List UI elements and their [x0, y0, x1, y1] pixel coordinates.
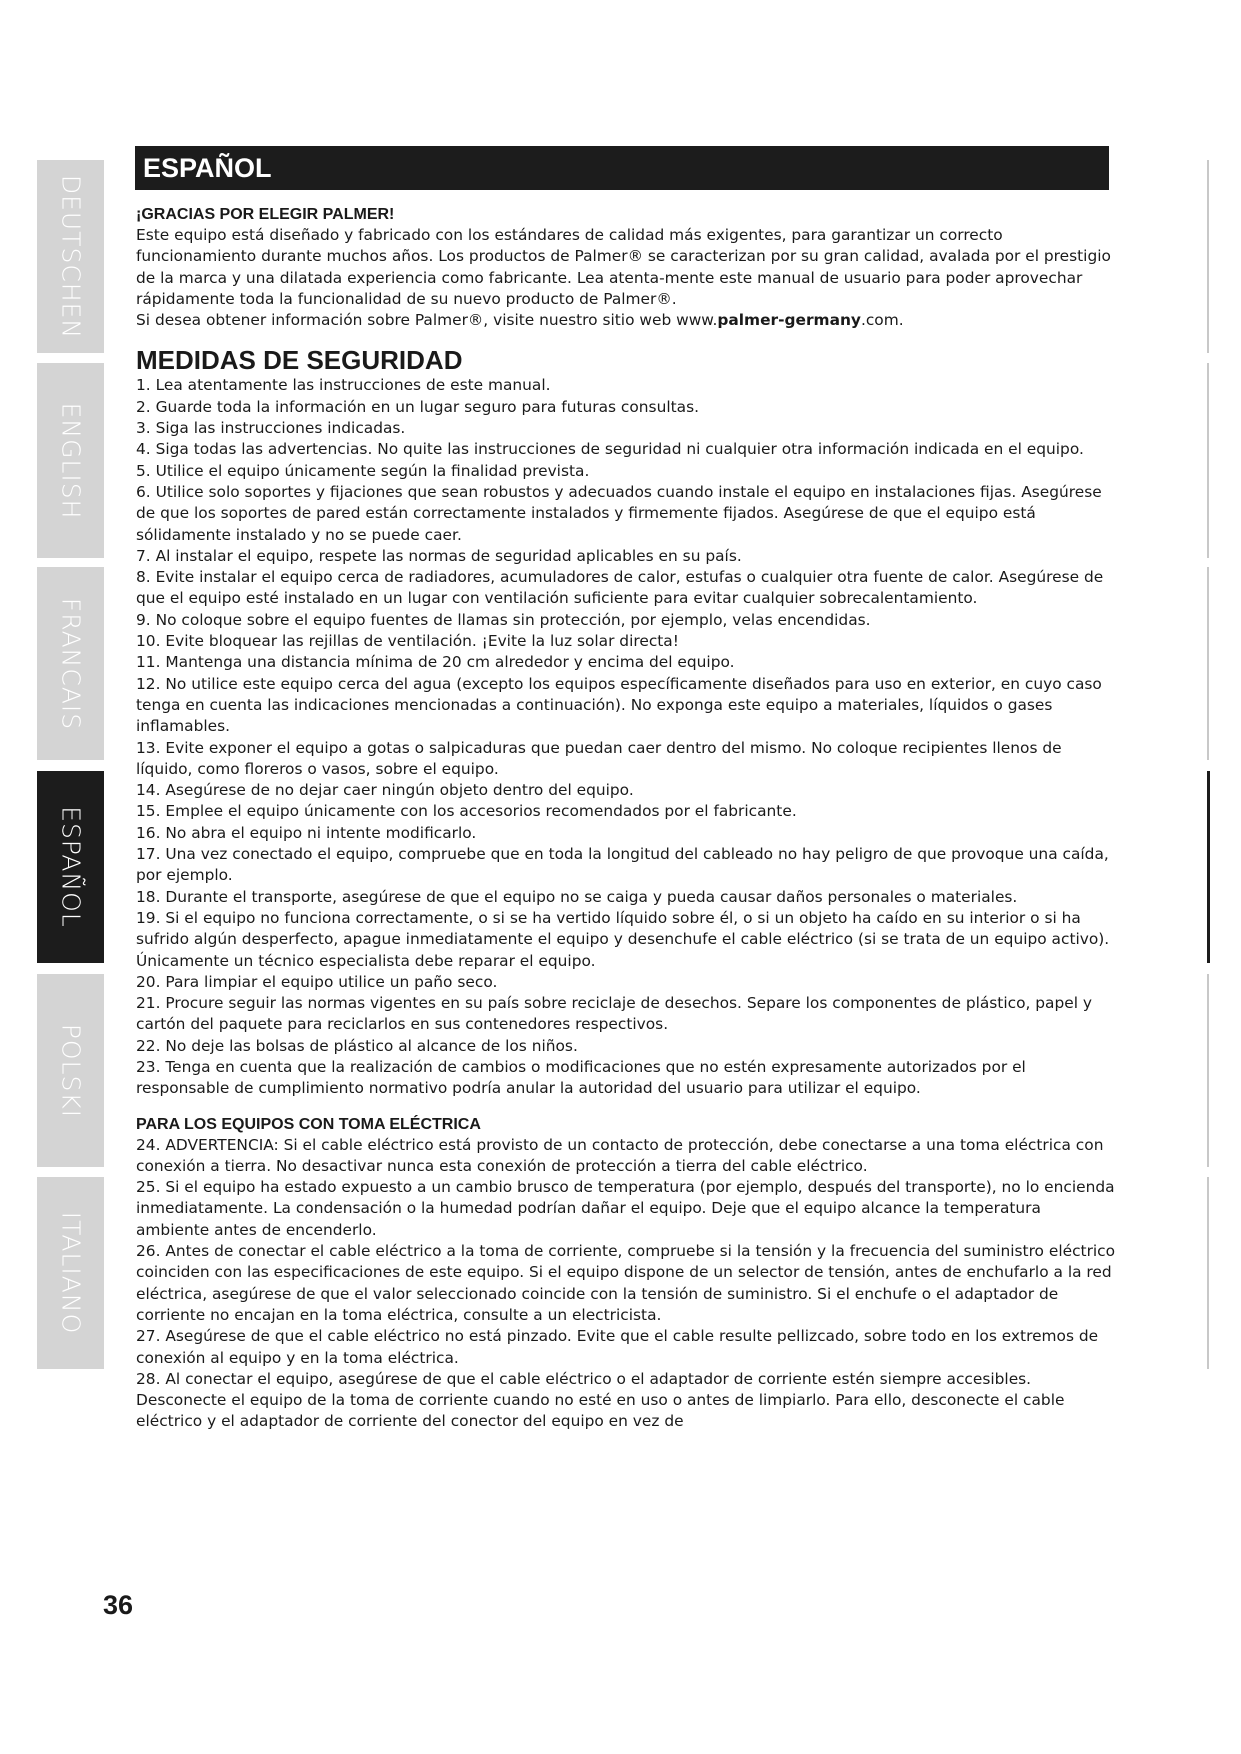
list-item: 17. Una vez conectado el equipo, compruebe que en toda la longitud del cableado no hay peligro de que provoque una caída, por ejemplo.: [136, 845, 1109, 885]
list-item: 12. No utilice este equipo cerca del agua (excepto los equipos específicamente diseñados para uso en exterior, en cuyo caso tenga en cuenta las indicaciones mencionadas a continuación). No exponga este equipo a materiales, líquidos o gases inflamables.: [136, 674, 1102, 736]
tab-english-label: ENGLISH: [56, 402, 85, 519]
list-item: 24. ADVERTENCIA: Si el cable eléctrico está provisto de un contacto de protección, debe conectarse a una toma eléctrica con conexión a tierra. No desactivar nunca esta conexión de protección a tierra del cable eléctrico.: [136, 1135, 1104, 1175]
tab-italiano[interactable]: [37, 1177, 104, 1369]
tab-espanol-label: ESPAÑOL: [56, 806, 85, 928]
list-item: 14. Asegúrese de no dejar caer ningún objeto dentro del equipo.: [136, 781, 634, 800]
list-item: 6. Utilice solo soportes y fijaciones que sean robustos y adecuados cuando instale el equipo en instalaciones fijas. Asegúrese de que los soportes de pared están correctamente instalados y firmemente fijados. Asegúrese de que el equipo está sólidamente instalado y no se puede caer.: [136, 482, 1102, 544]
list-item: 20. Para limpiar el equipo utilice un paño seco.: [136, 972, 498, 991]
list-item: 18. Durante el transporte, asegúrese de que el equipo no se caiga y pueda causar daños personales o materiales.: [136, 887, 1018, 906]
tab-english[interactable]: [37, 363, 104, 558]
list-item: 26. Antes de conectar el cable eléctrico a la toma de corriente, compruebe si la tensión y la frecuencia del suministro eléctrico coinciden con las especificaciones de este equipo. Si el equipo dispone de un selector de tensión, antes de enchufarlo a la red eléctrica, asegúrese de que el valor seleccionado coincide con la tensión de suministro. Si el enchufe o el adaptador de corriente no encajan en la toma eléctrica, consulte a un electricista.: [136, 1242, 1116, 1324]
list-item: 27. Asegúrese de que el cable eléctrico no está pinzado. Evite que el cable resulte pellizcado, sobre todo en los extremos de conexión al equipo y en la toma eléctrica.: [136, 1327, 1099, 1367]
safety-list: [136, 375, 1116, 1099]
list-item: 23. Tenga en cuenta que la realización de cambios o modificaciones que no estén expresamente autorizados por el responsable de cumplimiento normativo podría anular la autoridad del usuario para utilizar el equipo.: [136, 1057, 1026, 1098]
list-item: 5. Utilice el equipo únicamente según la finalidad prevista.: [136, 461, 590, 480]
list-item: 16. No abra el equipo ni intente modificarlo.: [136, 823, 477, 842]
list-item: 25. Si el equipo ha estado expuesto a un cambio brusco de temperatura (por ejemplo, después del transporte), no lo encienda inmediatamente. La condensación o la humedad podrían dañar el equipo. Deje que el equipo alcance la temperatura ambiente antes de encenderlo.: [136, 1178, 1115, 1239]
list-item: 10. Evite bloquear las rejillas de ventilación. ¡Evite la luz solar directa!: [136, 632, 679, 651]
electrical-list: [136, 1135, 1116, 1433]
intro-web-prefix: Si desea obtener información sobre Palmer®, visite nuestro sitio web www.: [136, 311, 718, 330]
margin-rule: [1207, 974, 1209, 1167]
list-item: 13. Evite exponer el equipo a gotas o salpicaduras que puedan caer dentro del mismo. No coloque recipientes llenos de líquido, como floreros o vasos, sobre el equipo.: [136, 738, 1062, 778]
list-item: 21. Procure seguir las normas vigentes en su país sobre reciclaje de desechos. Separe los componentes de plástico, papel y cartón del paquete para reciclarlos en sus contenedores respectivos.: [136, 994, 1092, 1034]
page-number: 36: [103, 1590, 134, 1620]
intro-web-suffix: .com.: [860, 311, 904, 330]
list-item: 3. Siga las instrucciones indicadas.: [136, 419, 406, 438]
main-content: [136, 204, 1116, 1433]
intro-web: [136, 310, 1116, 331]
list-item: 8. Evite instalar el equipo cerca de radiadores, acumuladores de calor, estufas o cualquier otra fuente de calor. Asegúrese de que el equipo esté instalado en un lugar con ventilación suficiente para evitar cualquier sobrecalentamiento.: [136, 568, 1104, 608]
tab-francais[interactable]: [37, 567, 104, 760]
list-item: 4. Siga todas las advertencias. No quite las instrucciones de seguridad ni cualquier otra información indicada en el equipo.: [136, 440, 1084, 459]
margin-rule: [1207, 1177, 1209, 1369]
list-item: 19. Si el equipo no funciona correctamente, o si se ha vertido líquido sobre él, o si un objeto ha caído en su interior o si ha sufrido algún desperfecto, apague inmediatamente el equipo y desenchufe el cable eléctrico (si se trata de un equipo activo). Únicamente un técnico especialista debe reparar el equipo.: [136, 908, 1110, 970]
list-item: 7. Al instalar el equipo, respete las normas de seguridad aplicables en su país.: [136, 546, 742, 565]
tab-italiano-label: ITALIANO: [56, 1211, 85, 1335]
list-item: 9. No coloque sobre el equipo fuentes de llamas sin protección, por ejemplo, velas encendidas.: [136, 610, 871, 629]
list-item: 28. Al conectar el equipo, asegúrese de que el cable eléctrico o el adaptador de corriente estén siempre accesibles. Desconecte el equipo de la toma de corriente cuando no esté en uso o antes de limpiarlo. Para ello, desconecte el cable eléctrico y el adaptador de corriente del conector del equipo en vez de: [136, 1369, 1065, 1431]
tab-francais-label: FRANCAIS: [56, 597, 85, 730]
margin-rule: [1207, 363, 1209, 558]
safety-heading: MEDIDAS DE SEGURIDAD: [136, 345, 463, 376]
tab-deutsch-label: DEUTSCHEN: [56, 174, 85, 339]
intro-heading: ¡GRACIAS POR ELEGIR PALMER!: [136, 206, 395, 223]
list-item: 22. No deje las bolsas de plástico al alcance de los niños.: [136, 1036, 578, 1055]
margin-rule: [1207, 160, 1209, 353]
page-title: ESPAÑOL: [135, 146, 1109, 190]
tab-polski[interactable]: [37, 974, 104, 1167]
margin-rule: [1207, 567, 1209, 760]
list-item: 15. Emplee el equipo únicamente con los accesorios recomendados por el fabricante.: [136, 802, 797, 821]
intro-body: Este equipo está diseñado y fabricado con los estándares de calidad más exigentes, para garantizar un correcto funcionamiento durante muchos años. Los productos de Palmer® se caracterizan por su gran calidad, avalada por el prestigio de la marca y una dilatada experiencia como fabricante. Lea atenta-mente este manual de usuario para poder aprovechar rápidamente toda la funcionalidad de su nuevo producto de Palmer®.: [136, 226, 1111, 308]
tab-deutsch[interactable]: [37, 160, 104, 353]
margin-rule-active: [1207, 771, 1210, 963]
list-item: 2. Guarde toda la información en un lugar seguro para futuras consultas.: [136, 397, 699, 416]
list-item: 11. Mantenga una distancia mínima de 20 cm alrededor y encima del equipo.: [136, 653, 735, 672]
tab-espanol[interactable]: [37, 771, 104, 963]
tab-polski-label: POLSKI: [56, 1023, 85, 1118]
electrical-heading: PARA LOS EQUIPOS CON TOMA ELÉCTRICA: [136, 1115, 481, 1133]
list-item: 1. Lea atentamente las instrucciones de este manual.: [136, 376, 551, 395]
website-link[interactable]: palmer-germany: [717, 311, 861, 330]
